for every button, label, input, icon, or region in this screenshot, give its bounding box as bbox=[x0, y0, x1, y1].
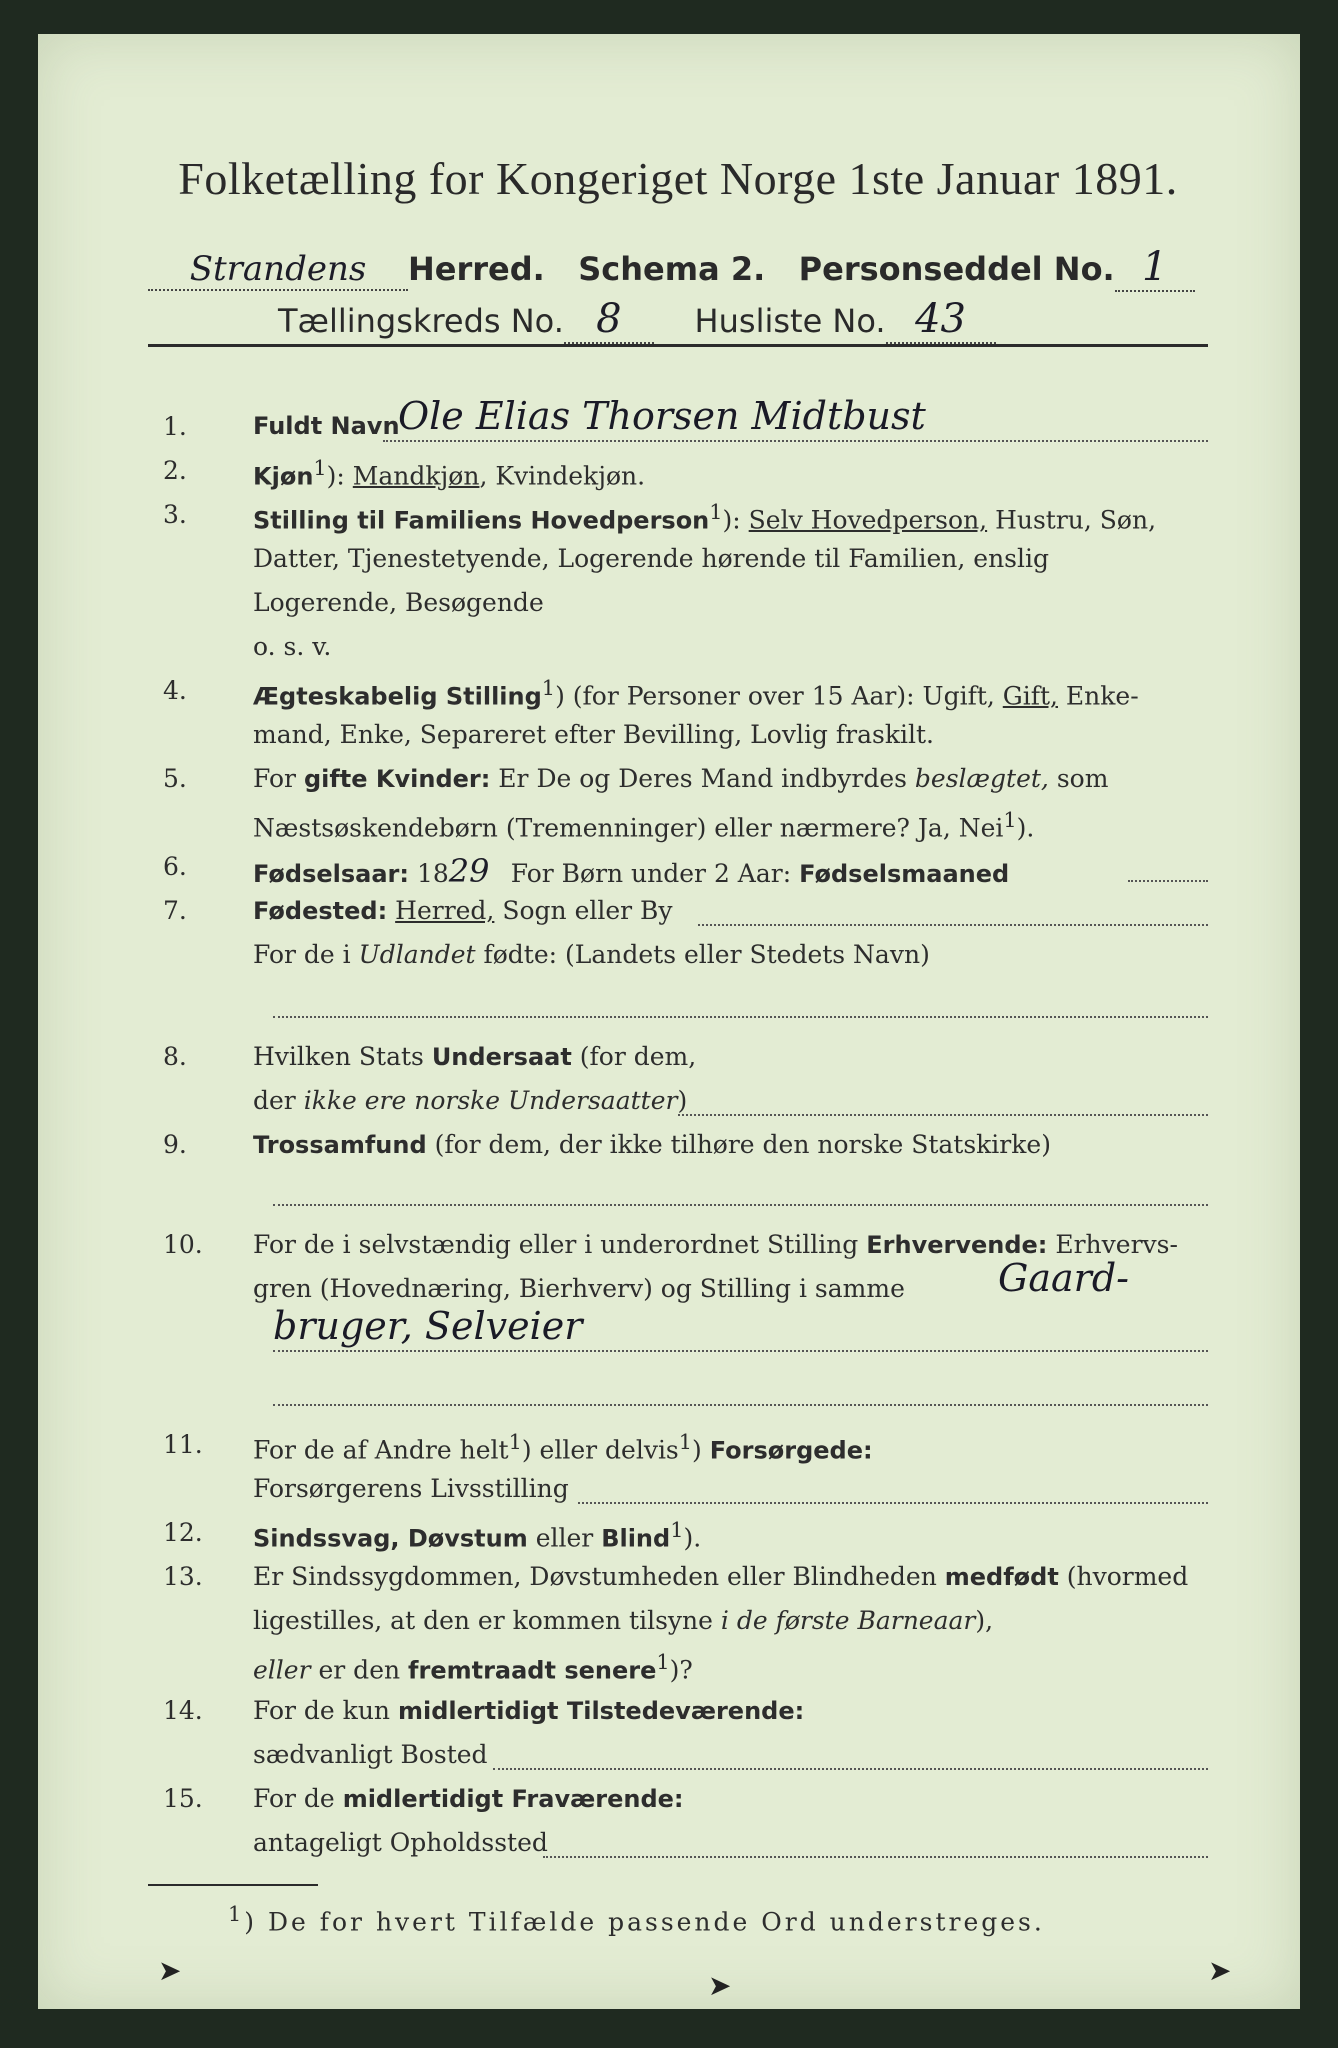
husliste-value: 43 bbox=[915, 296, 966, 342]
personseddel-value: 1 bbox=[1141, 244, 1168, 290]
corner-mark-center-icon: ➤ bbox=[708, 1969, 732, 2002]
personseddel-label: Personseddel No. bbox=[798, 250, 1115, 288]
item-3-underlined: Selv Hovedperson, bbox=[748, 505, 988, 535]
form-items: 1. Fuldt Navn Ole Elias Thorsen Midtbust 2. Kjøn$^1$): Mandkjøn, Kvindekjøn. 3. Stilling til Familiens Hovedperson$^1$): Selv Hovedperson, Hustru, Søn, Datter, Tjenestetyende, Logerende hørende til Familien, enslig Logerende, Besøgende o. s. v. 4. Ægteskabelig Stilling$^1$) (for Personer over 15 Aar): Ugift, Gift, Enke- mand, Enke, Separeret efter Bevilling, Lovlig fraskilt. 5. For gifte Kvinder: Er De og Deres Mand indbyrdes beslægtet, som Næstsøskendebørn (Tremenninger) eller nærmere? Ja, Nei$^1$). 6. Fødselsaar: 1829 For Børn under 2 Aar: Fødselsmaaned 7. Fødested: Herred, Sogn eller By For de i Udlandet fødte: (Landets eller Stedets Navn) 8. Hvilken Stats Undersaat (for dem, der ikke ere norske Undersaatter) 9. Trossamfund (for dem, der ikke tilhøre den norske Statskirke) 10. For de i selvstændig eller i underordnet Stilling Erhvervende: Erhvervs- gren (Hovednæring, Bierhverv) og Stilling i samme Gaard- bruger, Selveier 11. For de af Andre helt$^1$) eller delvis$^1$) Forsørgede: Forsørgerens Livsstilling 12. Sindssvag, Døvstum eller Blind$^1$). 13. Er Sindssygdommen, Døvstumheden eller Blindheden medfødt (hvormed ligestilles, at den er kommen tilsyne i de første Barneaar), eller er den fremtraadt senere$^1$)? 14. For de kun midlertidigt Tilstedeværende: sædvanligt Bosted 15. For de midlertidigt Fraværende: antageligt Opholdssted bbox=[38, 34, 1300, 2009]
corner-mark-right-icon: ➤ bbox=[1208, 1954, 1232, 1987]
item-1-dotline bbox=[383, 440, 1208, 442]
item-1-label: Fuldt Navn bbox=[253, 412, 400, 440]
item-10-answer-line1: Gaard- bbox=[998, 1256, 1129, 1300]
husliste-label: Husliste No. bbox=[694, 302, 886, 340]
item-10-answer-line2: bruger, Selveier bbox=[273, 1304, 583, 1348]
schema-label: Schema 2. bbox=[578, 250, 766, 288]
item-6-answer: 29 bbox=[448, 852, 490, 890]
footnote: $^1$) De for hvert Tilfælde passende Ord understreges. bbox=[228, 1902, 1045, 1937]
taellingskreds-value: 8 bbox=[596, 296, 622, 342]
item-7-underlined: Herred, bbox=[395, 896, 495, 925]
item-2-underlined: Mandkjøn bbox=[352, 461, 480, 491]
form-title: Folketælling for Kongeriget Norge 1ste Januar 1891. bbox=[178, 153, 1178, 204]
footnote-rule bbox=[148, 1884, 318, 1886]
herred-label: Herred. bbox=[408, 250, 545, 288]
corner-mark-left-icon: ➤ bbox=[158, 1954, 182, 1987]
taellingskreds-label: Tællingskreds No. bbox=[278, 302, 564, 340]
item-1-answer: Ole Elias Thorsen Midtbust bbox=[398, 394, 926, 438]
herred-value: Strandens bbox=[189, 249, 367, 289]
item-4-underlined: Gift, bbox=[1002, 681, 1058, 711]
census-form-page bbox=[38, 34, 1300, 2009]
